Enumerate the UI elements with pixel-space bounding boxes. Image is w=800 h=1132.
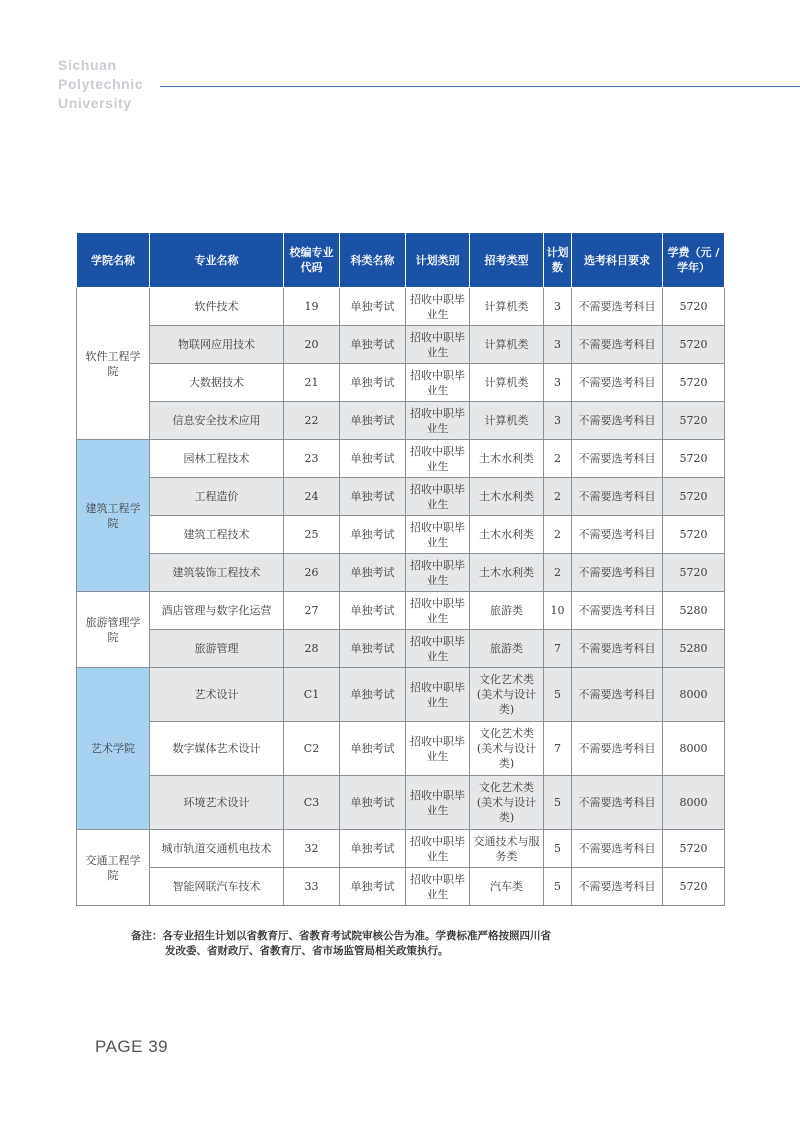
major-cell: 大数据技术 [150,364,284,402]
subject-cell: 单独考试 [340,554,406,592]
count-cell: 2 [544,516,572,554]
plan-type-cell: 招收中职毕业生 [406,830,470,868]
code-cell: 26 [284,554,340,592]
code-cell: 21 [284,364,340,402]
requirement-cell: 不需要选考科目 [572,402,663,440]
subject-cell: 单独考试 [340,516,406,554]
major-cell: 环境艺术设计 [150,776,284,830]
requirement-cell: 不需要选考科目 [572,830,663,868]
header-requirement: 选考科目要求 [572,233,663,288]
count-cell: 3 [544,402,572,440]
plan-type-cell: 招收中职毕业生 [406,326,470,364]
fee-cell: 5280 [663,630,725,668]
major-cell: 建筑工程技术 [150,516,284,554]
fee-cell: 8000 [663,722,725,776]
university-logo-text [58,56,143,113]
college-name: 交通工程学院 [85,853,141,882]
major-cell: 建筑装饰工程技术 [150,554,284,592]
college-name: 旅游管理学院 [85,615,141,644]
subject-cell: 单独考试 [340,364,406,402]
major-cell: 智能网联汽车技术 [150,868,284,906]
count-cell: 3 [544,288,572,326]
plan-type-cell: 招收中职毕业生 [406,364,470,402]
count-cell: 2 [544,478,572,516]
major-cell: 数字媒体艺术设计 [150,722,284,776]
requirement-cell: 不需要选考科目 [572,722,663,776]
fee-cell: 5720 [663,364,725,402]
plan-type-cell: 招收中职毕业生 [406,478,470,516]
table-row [77,554,725,592]
college-name: 建筑工程学院 [85,501,141,530]
requirement-cell: 不需要选考科目 [572,516,663,554]
fee-cell: 5720 [663,440,725,478]
college-cell [77,440,150,592]
subject-cell: 单独考试 [340,326,406,364]
exam-type-cell: 土木水利类 [470,440,544,478]
code-cell: 28 [284,630,340,668]
plan-type-cell: 招收中职毕业生 [406,554,470,592]
exam-type-cell: 土木水利类 [470,554,544,592]
logo-line-2: Polytechnic [58,76,144,92]
table-row [77,516,725,554]
count-cell: 10 [544,592,572,630]
header-count: 计划数 [544,233,572,288]
header-plan-type: 计划类别 [406,233,470,288]
count-cell: 2 [544,440,572,478]
requirement-cell: 不需要选考科目 [572,554,663,592]
table-row [77,364,725,402]
table-header-row [77,233,725,288]
fee-cell: 8000 [663,668,725,722]
subject-cell: 单独考试 [340,288,406,326]
count-cell: 3 [544,364,572,402]
subject-cell: 单独考试 [340,830,406,868]
count-cell: 7 [544,722,572,776]
fee-cell: 5720 [663,516,725,554]
subject-cell: 单独考试 [340,776,406,830]
fee-cell: 5720 [663,868,725,906]
subject-cell: 单独考试 [340,592,406,630]
exam-type-cell: 旅游类 [470,592,544,630]
major-cell: 工程造价 [150,478,284,516]
count-cell: 2 [544,554,572,592]
header-college: 学院名称 [77,233,150,288]
major-cell: 酒店管理与数字化运营 [150,592,284,630]
college-cell [77,830,150,906]
fee-cell: 5280 [663,592,725,630]
requirement-cell: 不需要选考科目 [572,288,663,326]
requirement-cell: 不需要选考科目 [572,776,663,830]
count-cell: 5 [544,776,572,830]
major-cell: 城市轨道交通机电技术 [150,830,284,868]
requirement-cell: 不需要选考科目 [572,478,663,516]
table-row [77,668,725,722]
table-row [77,478,725,516]
logo-line-3: University [58,95,132,111]
fee-cell: 5720 [663,830,725,868]
requirement-cell: 不需要选考科目 [572,440,663,478]
plan-type-cell: 招收中职毕业生 [406,402,470,440]
requirement-cell: 不需要选考科目 [572,668,663,722]
major-cell: 艺术设计 [150,668,284,722]
header-fee: 学费（元 / 学年） [663,233,725,288]
code-cell: C2 [284,722,340,776]
major-cell: 软件技术 [150,288,284,326]
fee-cell: 5720 [663,478,725,516]
requirement-cell: 不需要选考科目 [572,326,663,364]
count-cell: 7 [544,630,572,668]
requirement-cell: 不需要选考科目 [572,364,663,402]
subject-cell: 单独考试 [340,722,406,776]
code-cell: 27 [284,592,340,630]
fee-cell: 5720 [663,402,725,440]
exam-type-cell: 计算机类 [470,364,544,402]
plan-type-cell: 招收中职毕业生 [406,630,470,668]
table-row [77,722,725,776]
code-cell: 32 [284,830,340,868]
logo-line-1: Sichuan [58,57,117,73]
exam-type-cell: 计算机类 [470,326,544,364]
subject-cell: 单独考试 [340,402,406,440]
requirement-cell: 不需要选考科目 [572,868,663,906]
requirement-cell: 不需要选考科目 [572,630,663,668]
code-cell: 22 [284,402,340,440]
page-number: PAGE 39 [95,1037,169,1056]
code-cell: 24 [284,478,340,516]
count-cell: 5 [544,668,572,722]
count-cell: 5 [544,830,572,868]
college-cell [77,288,150,440]
header-exam-type: 招考类型 [470,233,544,288]
plan-type-cell: 招收中职毕业生 [406,440,470,478]
exam-type-cell: 文化艺术类(美术与设计类) [470,722,544,776]
count-cell: 5 [544,868,572,906]
exam-type-cell: 汽车类 [470,868,544,906]
plan-type-cell: 招收中职毕业生 [406,776,470,830]
table-row [77,440,725,478]
code-cell: 23 [284,440,340,478]
exam-type-cell: 旅游类 [470,630,544,668]
college-name: 软件工程学院 [85,349,141,378]
footnote-line-1: 备注：各专业招生计划以省教育厅、省教育考试院审核公告为准。学费标准严格按照四川省 [131,930,551,942]
subject-cell: 单独考试 [340,440,406,478]
table-row [77,868,725,906]
fee-cell: 5720 [663,554,725,592]
table-row [77,326,725,364]
code-cell: 25 [284,516,340,554]
college-cell [77,592,150,668]
code-cell: C1 [284,668,340,722]
code-cell: 20 [284,326,340,364]
subject-cell: 单独考试 [340,668,406,722]
enrollment-plan-table [76,232,725,906]
table-row [77,830,725,868]
exam-type-cell: 交通技术与服务类 [470,830,544,868]
count-cell: 3 [544,326,572,364]
major-cell: 旅游管理 [150,630,284,668]
table-row [77,630,725,668]
table-row [77,776,725,830]
exam-type-cell: 文化艺术类(美术与设计类) [470,776,544,830]
footnote-line-2: 发改委、省财政厅、省教育厅、省市场监管局相关政策执行。 [165,945,449,957]
table-row [77,402,725,440]
header-major: 专业名称 [150,233,284,288]
code-cell: C3 [284,776,340,830]
requirement-cell: 不需要选考科目 [572,592,663,630]
plan-type-cell: 招收中职毕业生 [406,516,470,554]
exam-type-cell: 土木水利类 [470,478,544,516]
subject-cell: 单独考试 [340,868,406,906]
college-cell [77,668,150,830]
table-row [77,288,725,326]
subject-cell: 单独考试 [340,630,406,668]
code-cell: 19 [284,288,340,326]
major-cell: 信息安全技术应用 [150,402,284,440]
plan-type-cell: 招收中职毕业生 [406,668,470,722]
header-code: 校编专业代码 [284,233,340,288]
subject-cell: 单独考试 [340,478,406,516]
footnote [131,929,691,959]
fee-cell: 5720 [663,288,725,326]
college-name: 艺术学院 [91,742,135,755]
fee-cell: 5720 [663,326,725,364]
plan-type-cell: 招收中职毕业生 [406,868,470,906]
exam-type-cell: 土木水利类 [470,516,544,554]
exam-type-cell: 文化艺术类(美术与设计类) [470,668,544,722]
major-cell: 物联网应用技术 [150,326,284,364]
exam-type-cell: 计算机类 [470,402,544,440]
fee-cell: 8000 [663,776,725,830]
plan-type-cell: 招收中职毕业生 [406,592,470,630]
exam-type-cell: 计算机类 [470,288,544,326]
header-rule [160,86,800,87]
code-cell: 33 [284,868,340,906]
header-subject: 科类名称 [340,233,406,288]
table-row [77,592,725,630]
major-cell: 园林工程技术 [150,440,284,478]
plan-type-cell: 招收中职毕业生 [406,288,470,326]
plan-type-cell: 招收中职毕业生 [406,722,470,776]
